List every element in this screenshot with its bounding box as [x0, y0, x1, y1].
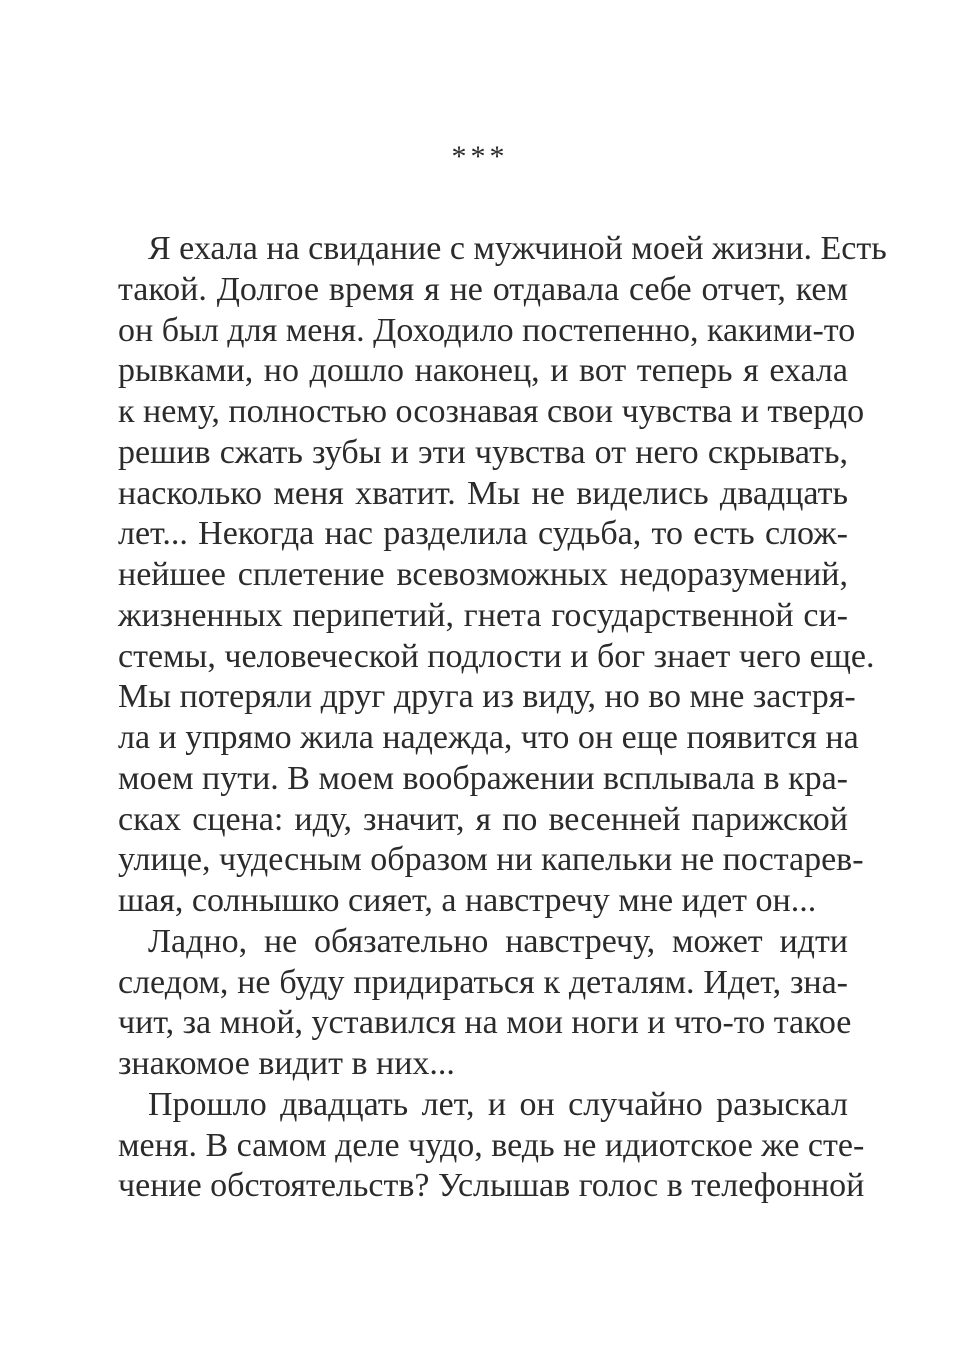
- text-line: жизненных перипетий, гнета государственной си-: [118, 596, 848, 634]
- text-line: Ладно, не обязательно навстречу, может идти: [148, 922, 848, 960]
- text-line: улице, чудесным образом ни капельки не постарев-: [118, 841, 864, 879]
- text-line: меня. В самом деле чудо, ведь не идиотское же сте-: [118, 1126, 865, 1164]
- text-line: насколько меня хватит. Мы не виделись двадцать: [118, 474, 848, 512]
- body-text: [118, 229, 887, 1207]
- text-line: решив сжать зубы и эти чувства от него скрывать,: [118, 433, 848, 471]
- text-line: следом, не буду придираться к деталям. Идет, зна-: [118, 963, 848, 1001]
- text-line: чит, за мной, уставился на мои ноги и что-то такое: [118, 1004, 852, 1042]
- text-line: Мы потеряли друг друга из виду, но во мне застря-: [118, 678, 856, 716]
- text-line: чение обстоятельств? Услышав голос в телефонной: [118, 1167, 865, 1205]
- text-line: шая, солнышко сияет, а навстречу мне идет он...: [118, 882, 817, 919]
- text-line: знакомое видит в них...: [118, 1045, 455, 1082]
- text-line: сках сцена: иду, значит, я по весенней парижской: [118, 800, 848, 838]
- text-line: рывками, но дошло наконец, и вот теперь я ехала: [118, 352, 848, 390]
- section-separator: ***: [451, 140, 509, 173]
- text-line: к нему, полностью осознавая свои чувства и твердо: [118, 393, 865, 430]
- text-line: он был для меня. Доходило постепенно, какими-то: [118, 311, 856, 349]
- text-line: Прошло двадцать лет, и он случайно разыскал: [148, 1085, 848, 1123]
- text-line: моем пути. В моем воображении всплывала в кра-: [118, 759, 848, 797]
- text-line: такой. Долгое время я не отдавала себе отчет, кем: [118, 270, 848, 308]
- text-line: ла и упрямо жила надежда, что он еще появится на: [118, 719, 859, 756]
- text-line: лет... Некогда нас разделила судьба, то есть слож-: [118, 515, 848, 553]
- text-line: нейшее сплетение всевозможных недоразумений,: [118, 556, 848, 593]
- text-line: стемы, человеческой подлости и бог знает чего еще.: [118, 637, 875, 675]
- text-line: Я ехала на свидание с мужчиной моей жизни. Есть: [148, 230, 887, 267]
